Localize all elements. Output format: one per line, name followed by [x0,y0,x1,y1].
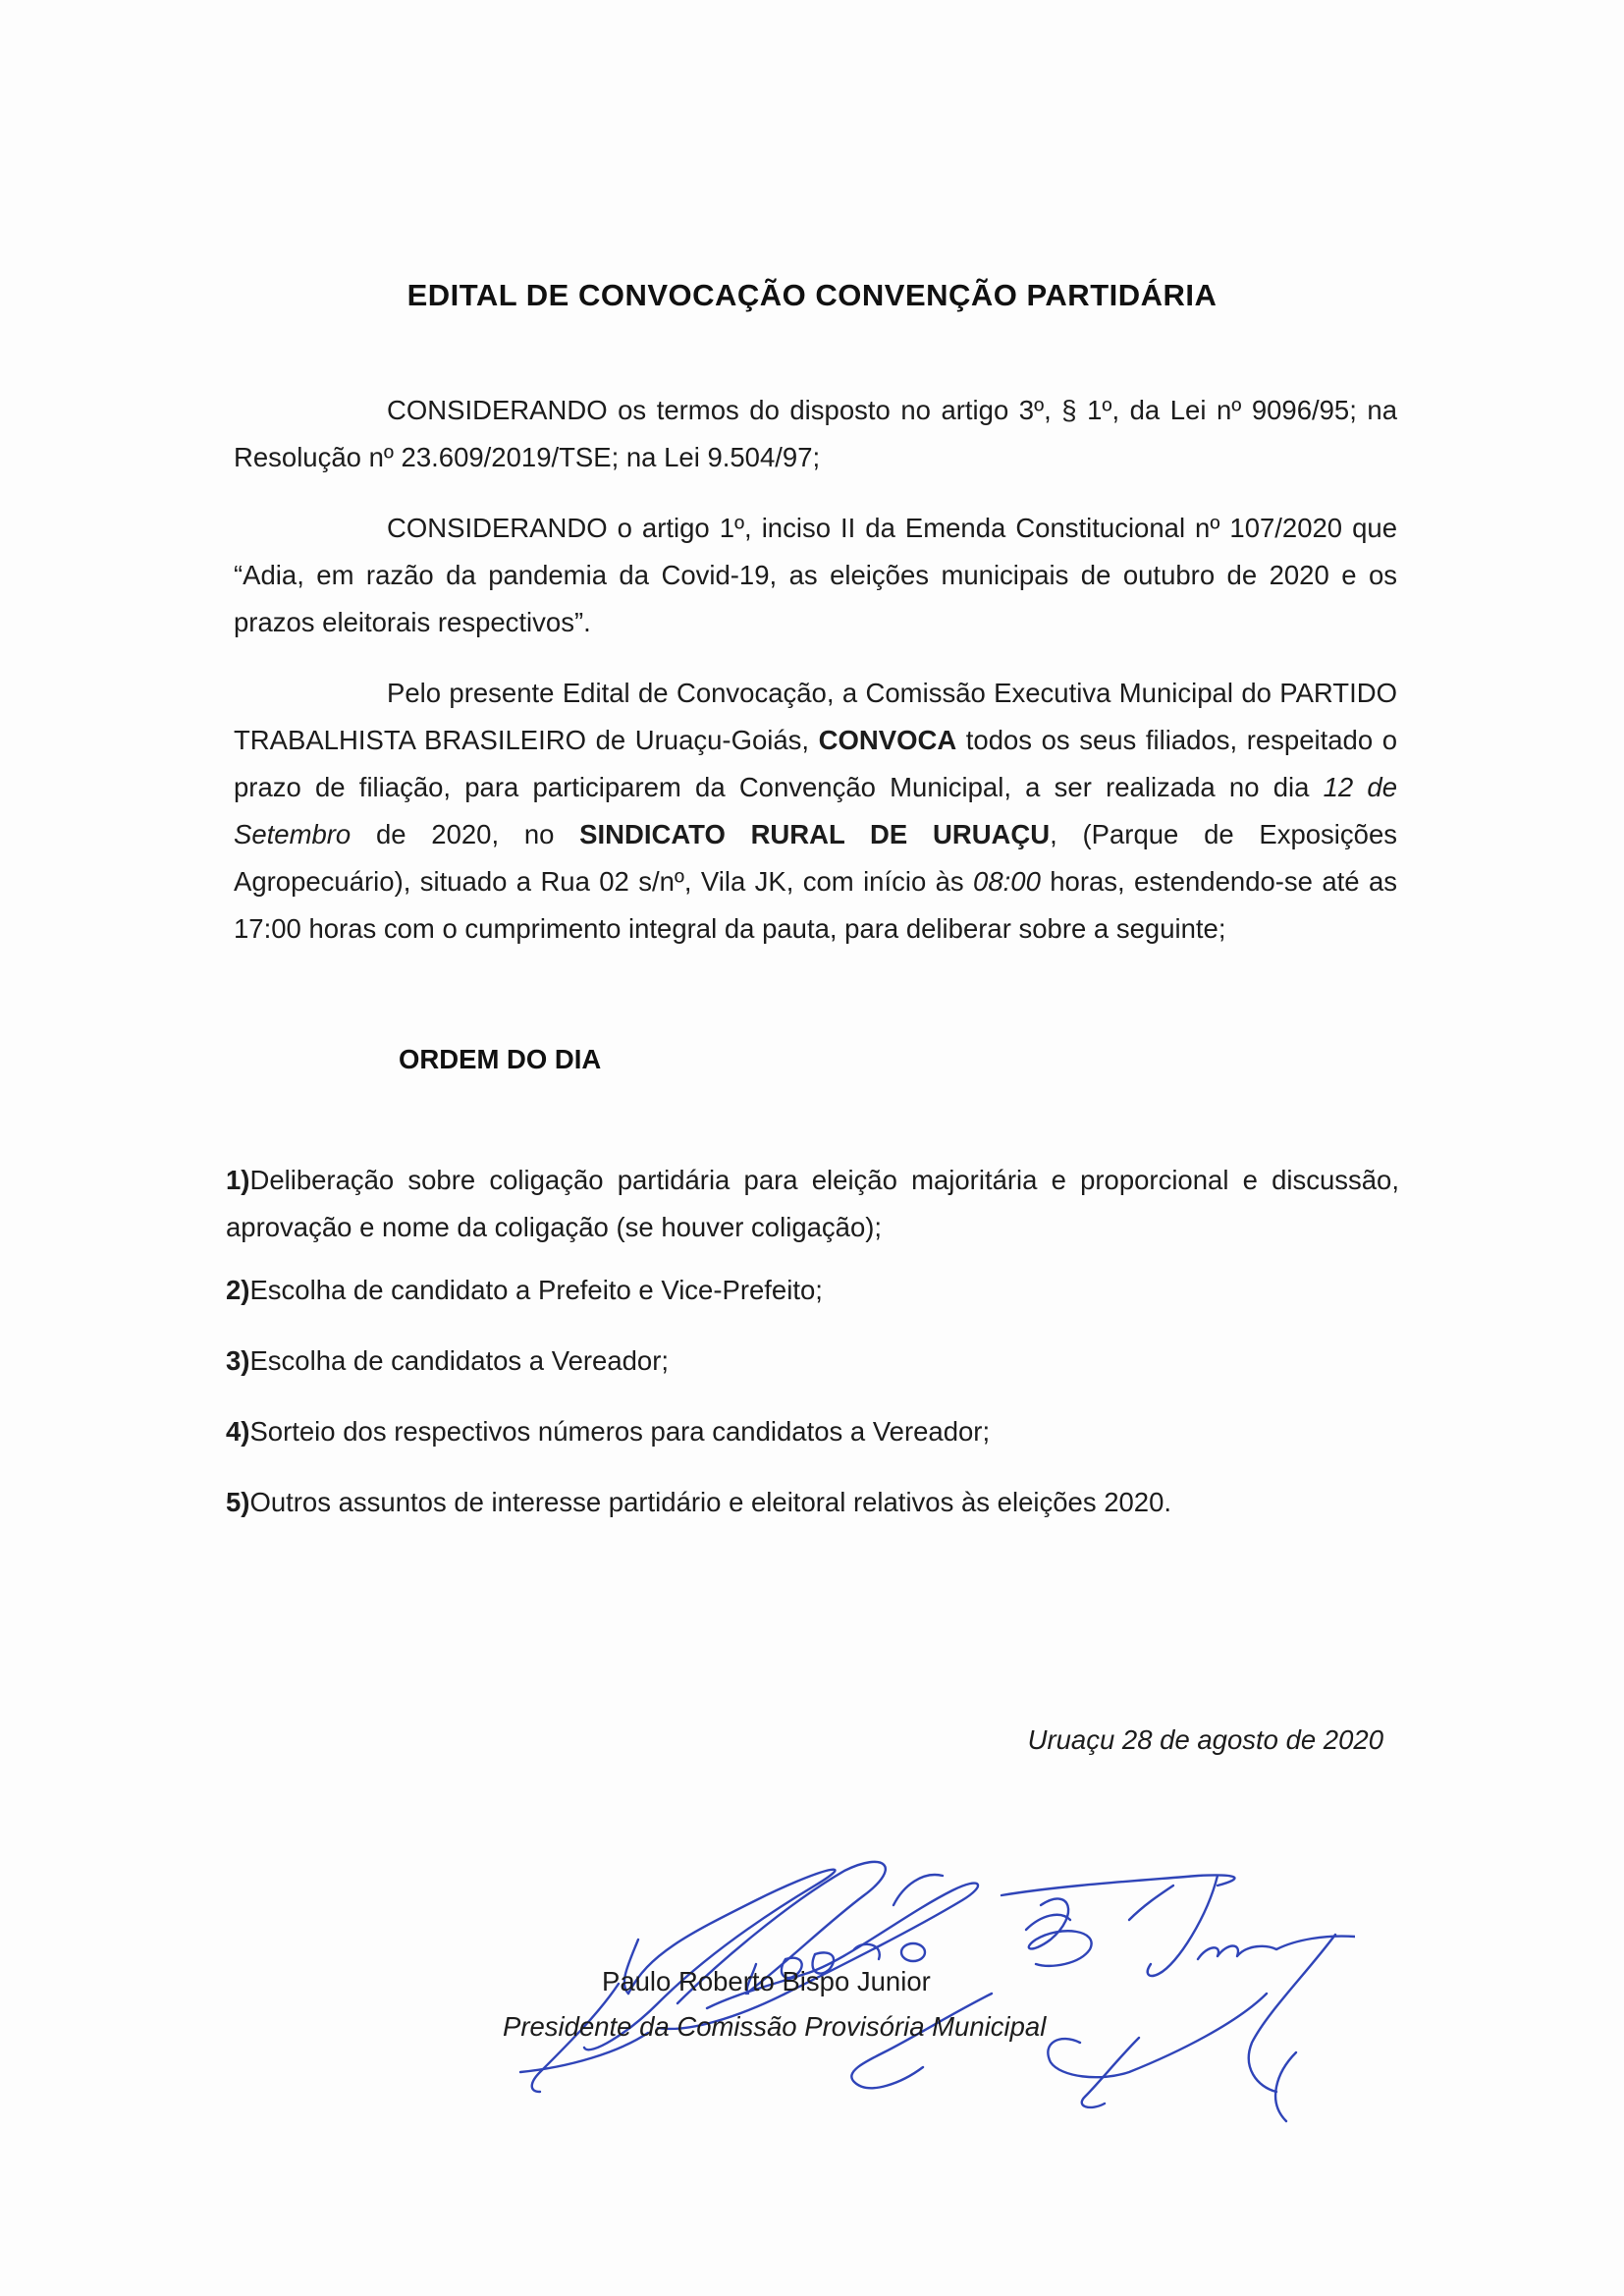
paragraph-text: todos os seus filiados, respeitado o prazo de filiação, para participarem da Convenção Municipal, a ser realizada no dia [234,725,1397,802]
paragraph-text: Pelo presente Edital de Convocação, a Comissão Executiva Municipal do PARTIDO TRABALHISTA BRASILEIRO de Uruaçu-Goiás, [234,678,1397,755]
document-title: EDITAL DE CONVOCAÇÃO CONVENÇÃO PARTIDÁRIA [406,278,1218,312]
convoca-keyword: CONVOCA [818,725,957,755]
paragraph-convocation [234,670,1397,953]
agenda-item-text: Deliberação sobre coligação partidária para eleição majoritária e proporcional e discussão, aprovação e nome da coligação (se houver coligação); [226,1165,1399,1242]
place-and-date: Uruaçu 28 de agosto de 2020 [1027,1724,1383,1755]
agenda-item-number: 2) [226,1275,250,1305]
agenda-item-number: 3) [226,1345,250,1376]
agenda-item-number: 4) [226,1416,250,1447]
paragraph-text: , (Parque de Exposições Agropecuário), situado a Rua 02 s/nº, Vila JK, com início às [234,819,1398,897]
agenda-item-number: 5) [226,1487,250,1517]
agenda-item [226,1267,1399,1314]
agenda-item-number: 1) [226,1165,250,1195]
agenda-item [226,1338,1399,1385]
agenda-title: ORDEM DO DIA [399,1044,602,1074]
paragraph-considerando-2 [234,505,1397,646]
agenda-item-text: Sorteio dos respectivos números para candidatos a Vereador; [249,1416,991,1447]
agenda-item-text: Escolha de candidatos a Vereador; [249,1345,669,1376]
convention-date: 12 de Setembro [234,772,1397,849]
agenda-item [226,1157,1399,1251]
agenda-item-text: Escolha de candidato a Prefeito e Vice-Prefeito; [249,1275,823,1305]
venue-name: SINDICATO RURAL DE URUAÇU [579,819,1051,849]
agenda-item [226,1408,1399,1455]
signer-role: Presidente da Comissão Provisória Municipal [503,2011,1047,2042]
paragraph-text: CONSIDERANDO os termos do disposto no artigo 3º, § 1º, da Lei nº 9096/95; na Resolução nº 23.609/2019/TSE; na Lei 9.504/97; [234,395,1397,472]
paragraph-text: de 2020, no [351,819,580,849]
start-time: 08:00 [973,866,1041,897]
paragraph-text: horas, estendendo-se até as 17:00 horas com o cumprimento integral da pauta, para deliberar sobre a seguinte; [234,866,1397,944]
signer-name: Paulo Roberto Bispo Junior [602,1966,931,1996]
agenda-item-text: Outros assuntos de interesse partidário e eleitoral relativos às eleições 2020. [249,1487,1172,1517]
paragraph-considerando-1 [234,387,1397,481]
agenda-item [226,1479,1399,1526]
paragraph-text: CONSIDERANDO o artigo 1º, inciso II da Emenda Constitucional nº 107/2020 que “Adia, em razão da pandemia da Covid-19, as eleições municipais de outubro de 2020 e os prazos eleitorais respectivos”. [234,513,1397,637]
